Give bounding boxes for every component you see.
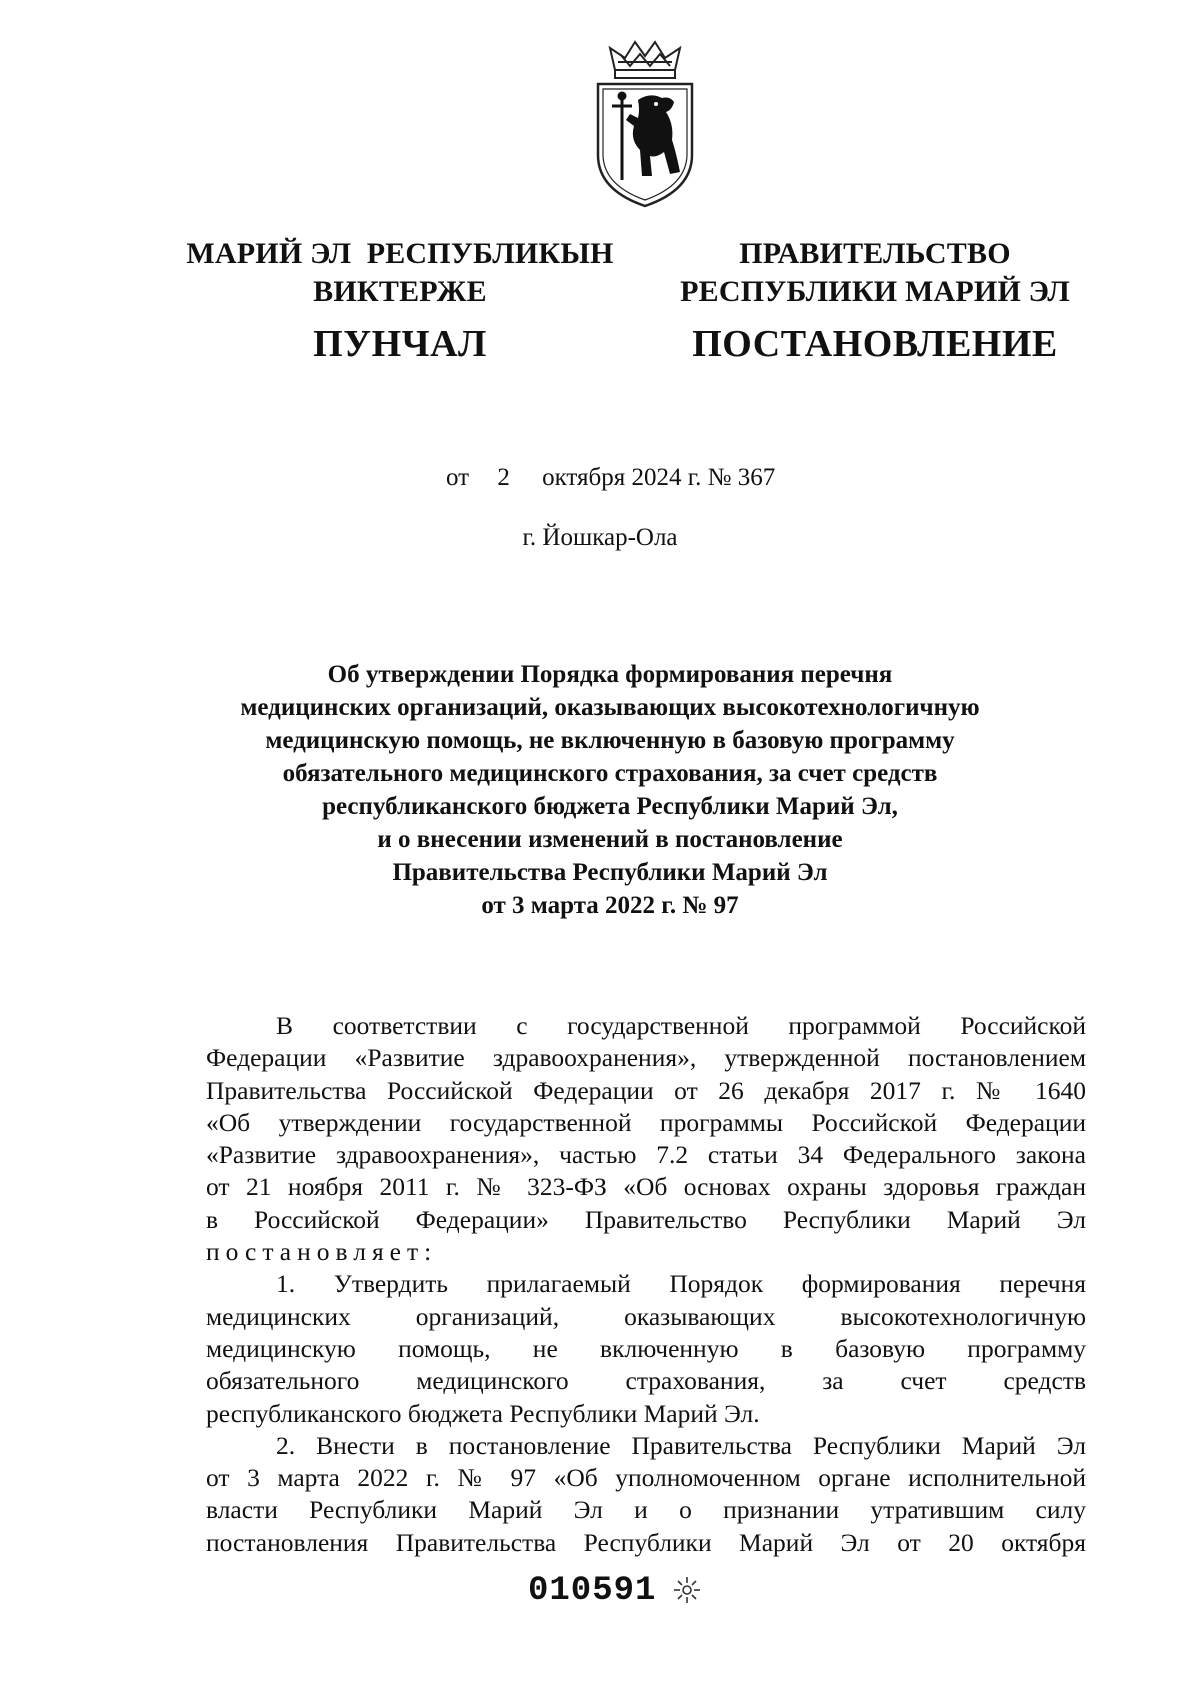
coat-of-arms-icon [590, 40, 700, 210]
body-line: республиканского бюджета Республики Марий Эл. [206, 1398, 760, 1428]
body-line: Федерации «Развитие здравоохранения», утвержденной постановлением [206, 1043, 1086, 1073]
date-day: 2 [497, 464, 510, 491]
body-line: от 3 марта 2022 г. № 97 «Об уполномоченном органе исполнительной [206, 1463, 1086, 1493]
title-line: обязательного медицинского страхования, за счет средств [282, 760, 938, 787]
title-line: Об утверждении Порядка формирования перечня [327, 661, 893, 688]
body-line: В соответствии с государственной программой Российской [276, 1011, 1086, 1040]
title-line: медицинскую помощь, не включенную в базовую программу [265, 727, 955, 754]
header-left-doc-type: ПУНЧАЛ [313, 323, 487, 365]
body-line-resolves: постановляет: [206, 1237, 438, 1267]
header-left-line2: ВИКТЕРЖЕ [313, 275, 487, 308]
body-line: медицинских организаций, оказывающих высокотехнологичную [206, 1301, 1086, 1331]
body-line: 1. Утвердить прилагаемый Порядок формирования перечня [276, 1269, 1086, 1299]
date-rest: октября 2024 г. № 367 [542, 464, 776, 491]
body-line: «Об утверждении государственной программы Российской Федерации [206, 1107, 1086, 1137]
header-right-block [655, 235, 1095, 367]
serial-number: 010591 [528, 1572, 657, 1610]
body-line: «Развитие здравоохранения», частью 7.2 статьи 34 Федерального закона [206, 1140, 1086, 1170]
body-line: постановления Правительства Республики Марий Эл от 20 октября [206, 1527, 1086, 1557]
header-right-line2: РЕСПУБЛИКИ МАРИЙ ЭЛ [680, 275, 1070, 308]
date-prefix: от [446, 464, 470, 491]
body-line: власти Республики Марий Эл и о признании утратившим силу [206, 1495, 1086, 1525]
body-line: в Российской Федерации» Правительство Республики Марий Эл [206, 1204, 1086, 1234]
body-line: от 21 ноября 2011 г. № 323-ФЗ «Об основах охраны здоровья граждан [206, 1172, 1086, 1202]
header-left-block [170, 235, 630, 367]
document-date [446, 464, 775, 492]
body-line: обязательного медицинского страхования, за счет средств [206, 1366, 1086, 1396]
header-left-line1: МАРИЙ ЭЛ РЕСПУБЛИКЫН [186, 237, 614, 270]
title-line: и о внесении изменений в постановление [377, 826, 843, 853]
title-line: республиканского бюджета Республики Марий Эл, [322, 793, 898, 820]
body-line: 2. Внести в постановление Правительства Республики Марий Эл [276, 1430, 1086, 1460]
header-right-line1: ПРАВИТЕЛЬСТВО [739, 237, 1011, 270]
title-line: медицинских организаций, оказывающих высокотехнологичную [240, 694, 980, 721]
document-title [180, 658, 1040, 922]
ornament-mark-icon [672, 1575, 702, 1605]
body-line: медицинскую помощь, не включенную в базовую программу [206, 1333, 1086, 1363]
title-line: от 3 марта 2022 г. № 97 [481, 892, 739, 919]
document-city: г. Йошкар-Ола [522, 524, 678, 551]
header-right-doc-type: ПОСТАНОВЛЕНИЕ [692, 323, 1058, 365]
document-body [206, 1010, 1086, 1559]
body-line: Правительства Российской Федерации от 26 декабря 2017 г. № 1640 [206, 1075, 1086, 1105]
title-line: Правительства Республики Марий Эл [392, 859, 828, 886]
